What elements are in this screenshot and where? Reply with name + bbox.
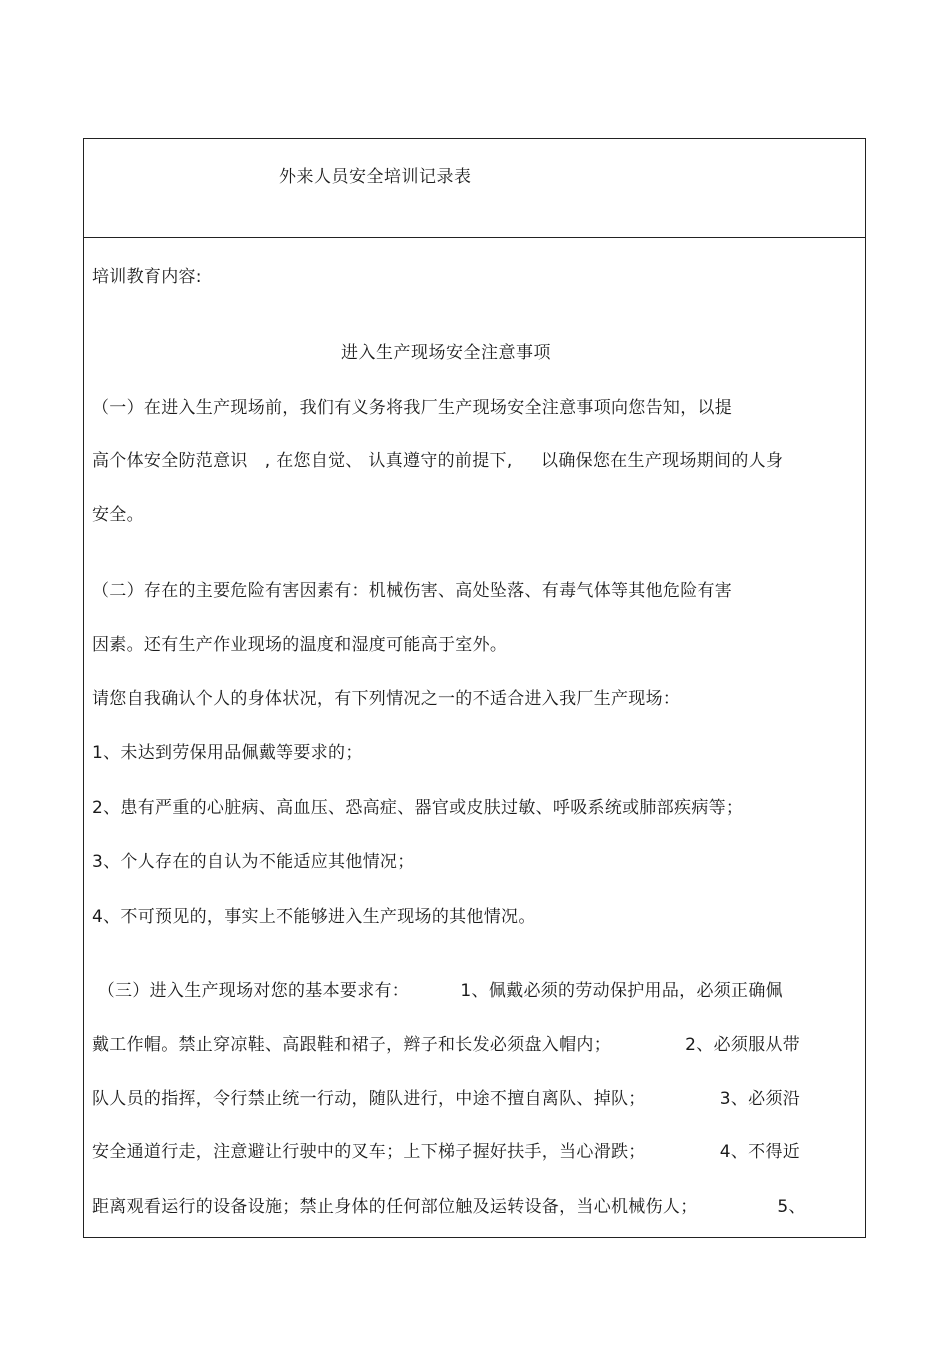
paragraph-line: （一）在进入生产现场前，我们有义务将我厂生产现场安全注意事项向您告知，以提 <box>92 398 733 418</box>
table-header-cell <box>84 139 865 238</box>
paragraph-line: 安全通道行走，注意避让行驶中的叉车；上下梯子握好扶手，当心滑跌； 4、不得近 <box>92 1142 801 1162</box>
paragraph-line: 因素。还有生产作业现场的温度和湿度可能高于室外。 <box>92 635 508 655</box>
paragraph-line: 高个体安全防范意识 , 在您自觉、 认真遵守的前提下, 以确保您在生产现场期间的人身 <box>92 451 784 471</box>
paragraph-line: 请您自我确认个人的身体状况，有下列情况之一的不适合进入我厂生产现场： <box>92 689 681 709</box>
paragraph-line: （三）进入生产现场对您的基本要求有： 1、佩戴必须的劳动保护用品，必须正确佩 <box>92 981 783 1001</box>
list-item: 1、未达到劳保用品佩戴等要求的； <box>92 743 363 763</box>
content-label: 培训教育内容: <box>92 267 202 287</box>
paragraph-line: （二）存在的主要危险有害因素有：机械伤害、高处坠落、有毒气体等其他危险有害 <box>92 581 733 601</box>
paragraph-line: 安全。 <box>92 505 144 525</box>
paragraph-line: 队人员的指挥，令行禁止统一行动，随队进行，中途不擅自离队、掉队； 3、必须沿 <box>92 1089 801 1109</box>
list-item: 4、不可预见的，事实上不能够进入生产现场的其他情况。 <box>92 907 536 927</box>
record-table <box>83 138 866 1238</box>
document-title: 外来人员安全培训记录表 <box>279 167 472 187</box>
paragraph-line: 距离观看运行的设备设施；禁止身体的任何部位触及运转设备，当心机械伤人； 5、 <box>92 1197 806 1217</box>
section-subtitle: 进入生产现场安全注意事项 <box>341 343 551 363</box>
table-body-cell <box>84 238 865 1238</box>
paragraph-line: 戴工作帽。禁止穿凉鞋、高跟鞋和裙子，辫子和长发必须盘入帽内； 2、必须服从带 <box>92 1035 801 1055</box>
list-item: 2、患有严重的心脏病、高血压、恐高症、器官或皮肤过敏、呼吸系统或肺部疾病等； <box>92 798 744 818</box>
list-item: 3、个人存在的自认为不能适应其他情况； <box>92 852 415 872</box>
